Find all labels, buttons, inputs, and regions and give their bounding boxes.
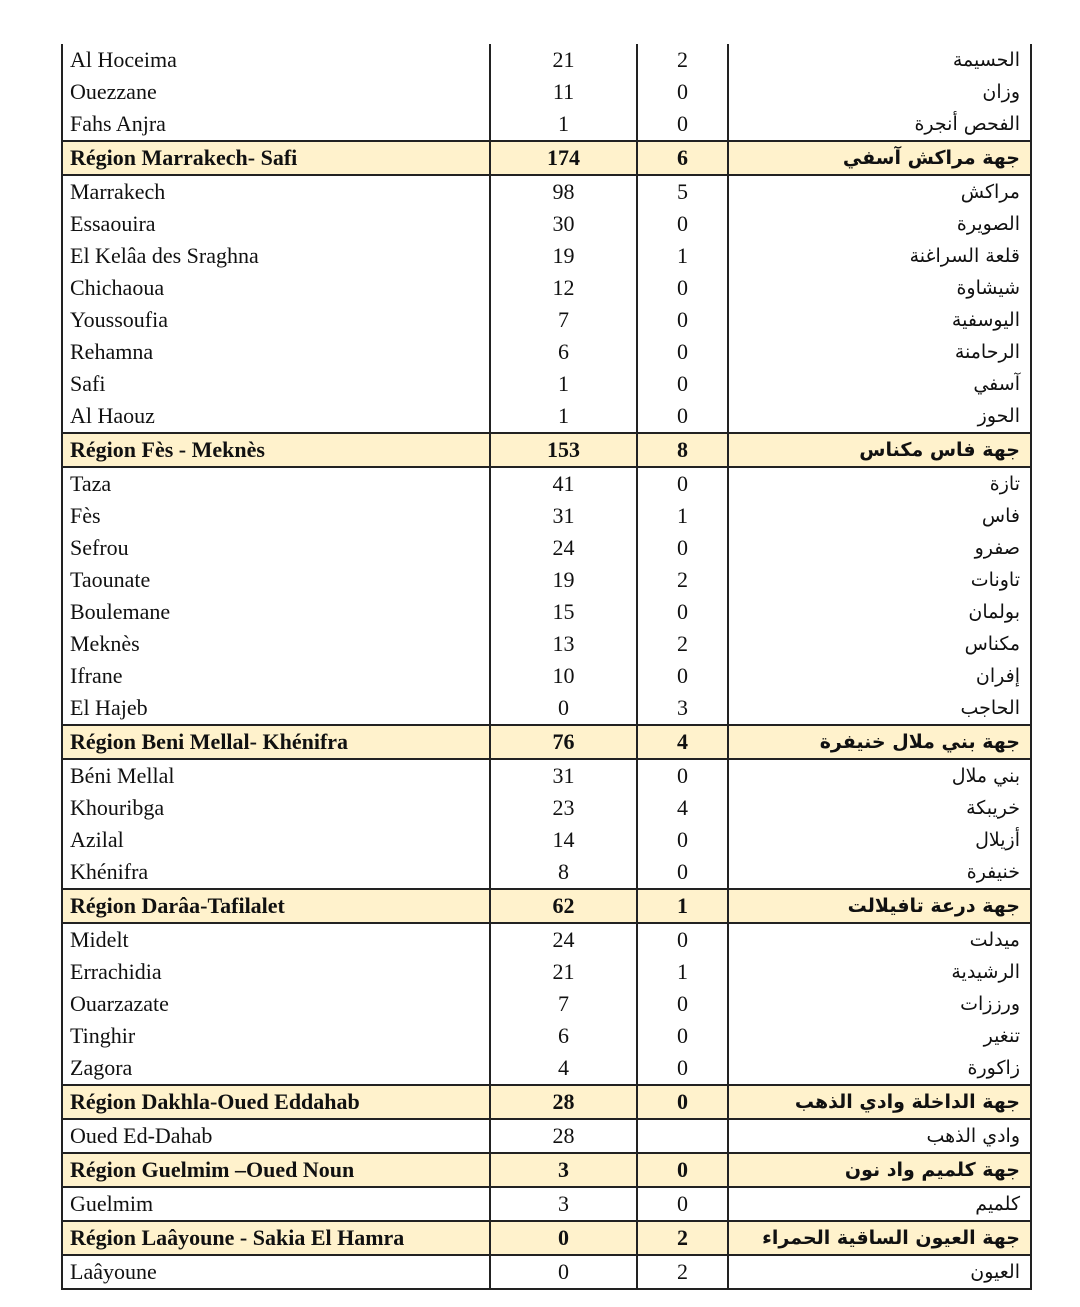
name-ar-cell: صفرو bbox=[728, 532, 1031, 564]
name-ar-cell: الرحامنة bbox=[728, 336, 1031, 368]
cases-cell: 6 bbox=[490, 1020, 637, 1052]
name-ar-cell: جهة كلميم واد نون bbox=[728, 1153, 1031, 1187]
region-row bbox=[62, 433, 1031, 467]
province-row bbox=[62, 304, 1031, 336]
region-row bbox=[62, 1221, 1031, 1255]
name-fr-cell: Guelmim bbox=[62, 1187, 490, 1221]
name-fr-cell: Rehamna bbox=[62, 336, 490, 368]
name-ar-cell: كلميم bbox=[728, 1187, 1031, 1221]
name-ar-cell: تاونات bbox=[728, 564, 1031, 596]
name-fr-cell: Marrakech bbox=[62, 175, 490, 208]
deaths-cell: 0 bbox=[637, 272, 728, 304]
province-row bbox=[62, 856, 1031, 889]
cases-cell: 62 bbox=[490, 889, 637, 923]
name-ar-cell: إفران bbox=[728, 660, 1031, 692]
province-row bbox=[62, 956, 1031, 988]
name-ar-cell: تازة bbox=[728, 467, 1031, 500]
province-row bbox=[62, 660, 1031, 692]
cases-cell: 19 bbox=[490, 564, 637, 596]
cases-cell: 28 bbox=[490, 1085, 637, 1119]
name-fr-cell: Laâyoune bbox=[62, 1255, 490, 1289]
name-fr-cell: Midelt bbox=[62, 923, 490, 956]
cases-cell: 3 bbox=[490, 1187, 637, 1221]
name-fr-cell: Ifrane bbox=[62, 660, 490, 692]
cases-cell: 153 bbox=[490, 433, 637, 467]
name-fr-cell: Zagora bbox=[62, 1052, 490, 1085]
name-ar-cell: تنغير bbox=[728, 1020, 1031, 1052]
province-row bbox=[62, 400, 1031, 433]
deaths-cell: 0 bbox=[637, 759, 728, 792]
name-ar-cell: الحوز bbox=[728, 400, 1031, 433]
name-ar-cell: ورززات bbox=[728, 988, 1031, 1020]
name-ar-cell: جهة فاس مكناس bbox=[728, 433, 1031, 467]
name-fr-cell: Boulemane bbox=[62, 596, 490, 628]
cases-cell: 14 bbox=[490, 824, 637, 856]
province-row bbox=[62, 692, 1031, 725]
name-ar-cell: اليوسفية bbox=[728, 304, 1031, 336]
deaths-cell: 0 bbox=[637, 1085, 728, 1119]
cases-cell: 1 bbox=[490, 108, 637, 141]
region-row bbox=[62, 889, 1031, 923]
deaths-cell: 1 bbox=[637, 500, 728, 532]
cases-cell: 12 bbox=[490, 272, 637, 304]
deaths-cell: 3 bbox=[637, 692, 728, 725]
province-row bbox=[62, 596, 1031, 628]
deaths-cell: 0 bbox=[637, 1187, 728, 1221]
deaths-cell: 5 bbox=[637, 175, 728, 208]
deaths-cell: 2 bbox=[637, 1255, 728, 1289]
province-row bbox=[62, 1187, 1031, 1221]
name-fr-cell: El Kelâa des Sraghna bbox=[62, 240, 490, 272]
cases-cell: 31 bbox=[490, 759, 637, 792]
deaths-cell: 0 bbox=[637, 336, 728, 368]
name-ar-cell: قلعة السراغنة bbox=[728, 240, 1031, 272]
name-fr-cell: Sefrou bbox=[62, 532, 490, 564]
deaths-cell: 6 bbox=[637, 141, 728, 175]
deaths-cell: 0 bbox=[637, 856, 728, 889]
province-row bbox=[62, 208, 1031, 240]
name-ar-cell: العيون bbox=[728, 1255, 1031, 1289]
deaths-cell: 0 bbox=[637, 532, 728, 564]
table-body bbox=[62, 44, 1031, 1289]
name-fr-cell: Chichaoua bbox=[62, 272, 490, 304]
name-ar-cell: بني ملال bbox=[728, 759, 1031, 792]
cases-cell: 13 bbox=[490, 628, 637, 660]
deaths-cell: 4 bbox=[637, 792, 728, 824]
name-ar-cell: أزيلال bbox=[728, 824, 1031, 856]
deaths-cell: 0 bbox=[637, 467, 728, 500]
name-fr-cell: Tinghir bbox=[62, 1020, 490, 1052]
cases-cell: 24 bbox=[490, 532, 637, 564]
deaths-cell: 0 bbox=[637, 76, 728, 108]
province-row bbox=[62, 336, 1031, 368]
data-sheet bbox=[61, 44, 1030, 1290]
province-row bbox=[62, 532, 1031, 564]
province-row bbox=[62, 988, 1031, 1020]
province-row bbox=[62, 76, 1031, 108]
cases-cell: 28 bbox=[490, 1119, 637, 1153]
region-table bbox=[61, 44, 1032, 1290]
deaths-cell: 1 bbox=[637, 956, 728, 988]
name-ar-cell: آسفي bbox=[728, 368, 1031, 400]
name-ar-cell: وادي الذهب bbox=[728, 1119, 1031, 1153]
region-row bbox=[62, 1153, 1031, 1187]
deaths-cell: 2 bbox=[637, 628, 728, 660]
cases-cell: 6 bbox=[490, 336, 637, 368]
cases-cell: 24 bbox=[490, 923, 637, 956]
cases-cell: 15 bbox=[490, 596, 637, 628]
name-ar-cell: الرشيدية bbox=[728, 956, 1031, 988]
name-ar-cell: الحسيمة bbox=[728, 44, 1031, 76]
name-fr-cell: Région Guelmim –Oued Noun bbox=[62, 1153, 490, 1187]
cases-cell: 31 bbox=[490, 500, 637, 532]
cases-cell: 41 bbox=[490, 467, 637, 500]
name-fr-cell: Ouarzazate bbox=[62, 988, 490, 1020]
province-row bbox=[62, 792, 1031, 824]
province-row bbox=[62, 564, 1031, 596]
cases-cell: 0 bbox=[490, 692, 637, 725]
province-row bbox=[62, 1052, 1031, 1085]
deaths-cell: 2 bbox=[637, 1221, 728, 1255]
cases-cell: 7 bbox=[490, 304, 637, 336]
name-ar-cell: جهة بني ملال خنيفرة bbox=[728, 725, 1031, 759]
name-fr-cell: Al Haouz bbox=[62, 400, 490, 433]
deaths-cell: 0 bbox=[637, 368, 728, 400]
cases-cell: 98 bbox=[490, 175, 637, 208]
deaths-cell: 0 bbox=[637, 596, 728, 628]
name-fr-cell: Région Fès - Meknès bbox=[62, 433, 490, 467]
deaths-cell: 2 bbox=[637, 564, 728, 596]
cases-cell: 1 bbox=[490, 368, 637, 400]
deaths-cell: 0 bbox=[637, 988, 728, 1020]
name-ar-cell: خريبكة bbox=[728, 792, 1031, 824]
deaths-cell: 1 bbox=[637, 240, 728, 272]
name-fr-cell: Azilal bbox=[62, 824, 490, 856]
province-row bbox=[62, 175, 1031, 208]
deaths-cell: 0 bbox=[637, 400, 728, 433]
cases-cell: 7 bbox=[490, 988, 637, 1020]
cases-cell: 11 bbox=[490, 76, 637, 108]
cases-cell: 0 bbox=[490, 1255, 637, 1289]
name-fr-cell: El Hajeb bbox=[62, 692, 490, 725]
name-fr-cell: Al Hoceima bbox=[62, 44, 490, 76]
name-fr-cell: Région Dakhla-Oued Eddahab bbox=[62, 1085, 490, 1119]
name-fr-cell: Région Beni Mellal- Khénifra bbox=[62, 725, 490, 759]
name-ar-cell: الحاجب bbox=[728, 692, 1031, 725]
province-row bbox=[62, 44, 1031, 76]
name-ar-cell: بولمان bbox=[728, 596, 1031, 628]
name-fr-cell: Fahs Anjra bbox=[62, 108, 490, 141]
region-row bbox=[62, 141, 1031, 175]
name-ar-cell: ميدلت bbox=[728, 923, 1031, 956]
name-fr-cell: Youssoufia bbox=[62, 304, 490, 336]
deaths-cell bbox=[637, 1119, 728, 1153]
name-fr-cell: Ouezzane bbox=[62, 76, 490, 108]
name-ar-cell: جهة العيون الساقية الحمراء bbox=[728, 1221, 1031, 1255]
cases-cell: 174 bbox=[490, 141, 637, 175]
name-ar-cell: شيشاوة bbox=[728, 272, 1031, 304]
cases-cell: 1 bbox=[490, 400, 637, 433]
name-fr-cell: Khénifra bbox=[62, 856, 490, 889]
deaths-cell: 0 bbox=[637, 824, 728, 856]
name-ar-cell: وزان bbox=[728, 76, 1031, 108]
cases-cell: 8 bbox=[490, 856, 637, 889]
province-row bbox=[62, 759, 1031, 792]
province-row bbox=[62, 1255, 1031, 1289]
name-fr-cell: Région Darâa-Tafilalet bbox=[62, 889, 490, 923]
name-fr-cell: Khouribga bbox=[62, 792, 490, 824]
deaths-cell: 0 bbox=[637, 108, 728, 141]
name-ar-cell: الصويرة bbox=[728, 208, 1031, 240]
name-ar-cell: جهة الداخلة وادي الذهب bbox=[728, 1085, 1031, 1119]
name-fr-cell: Fès bbox=[62, 500, 490, 532]
name-ar-cell: مراكش bbox=[728, 175, 1031, 208]
deaths-cell: 8 bbox=[637, 433, 728, 467]
province-row bbox=[62, 500, 1031, 532]
province-row bbox=[62, 628, 1031, 660]
province-row bbox=[62, 108, 1031, 141]
name-fr-cell: Meknès bbox=[62, 628, 490, 660]
region-row bbox=[62, 1085, 1031, 1119]
name-ar-cell: خنيفرة bbox=[728, 856, 1031, 889]
deaths-cell: 0 bbox=[637, 208, 728, 240]
cases-cell: 21 bbox=[490, 44, 637, 76]
deaths-cell: 4 bbox=[637, 725, 728, 759]
deaths-cell: 0 bbox=[637, 1153, 728, 1187]
province-row bbox=[62, 272, 1031, 304]
deaths-cell: 2 bbox=[637, 44, 728, 76]
name-ar-cell: جهة درعة تافيلالت bbox=[728, 889, 1031, 923]
province-row bbox=[62, 368, 1031, 400]
cases-cell: 23 bbox=[490, 792, 637, 824]
name-ar-cell: مكناس bbox=[728, 628, 1031, 660]
deaths-cell: 0 bbox=[637, 1052, 728, 1085]
cases-cell: 21 bbox=[490, 956, 637, 988]
deaths-cell: 0 bbox=[637, 923, 728, 956]
province-row bbox=[62, 240, 1031, 272]
name-fr-cell: Région Marrakech- Safi bbox=[62, 141, 490, 175]
cases-cell: 0 bbox=[490, 1221, 637, 1255]
cases-cell: 3 bbox=[490, 1153, 637, 1187]
cases-cell: 19 bbox=[490, 240, 637, 272]
cases-cell: 30 bbox=[490, 208, 637, 240]
cases-cell: 76 bbox=[490, 725, 637, 759]
province-row bbox=[62, 1119, 1031, 1153]
name-fr-cell: Béni Mellal bbox=[62, 759, 490, 792]
name-fr-cell: Taounate bbox=[62, 564, 490, 596]
name-ar-cell: جهة مراكش آسفي bbox=[728, 141, 1031, 175]
deaths-cell: 0 bbox=[637, 304, 728, 336]
province-row bbox=[62, 923, 1031, 956]
name-fr-cell: Région Laâyoune - Sakia El Hamra bbox=[62, 1221, 490, 1255]
region-row bbox=[62, 725, 1031, 759]
name-ar-cell: فاس bbox=[728, 500, 1031, 532]
cases-cell: 4 bbox=[490, 1052, 637, 1085]
name-fr-cell: Errachidia bbox=[62, 956, 490, 988]
name-fr-cell: Essaouira bbox=[62, 208, 490, 240]
name-fr-cell: Safi bbox=[62, 368, 490, 400]
cases-cell: 10 bbox=[490, 660, 637, 692]
deaths-cell: 1 bbox=[637, 889, 728, 923]
province-row bbox=[62, 467, 1031, 500]
name-fr-cell: Oued Ed-Dahab bbox=[62, 1119, 490, 1153]
province-row bbox=[62, 1020, 1031, 1052]
deaths-cell: 0 bbox=[637, 1020, 728, 1052]
name-ar-cell: الفحص أنجرة bbox=[728, 108, 1031, 141]
deaths-cell: 0 bbox=[637, 660, 728, 692]
province-row bbox=[62, 824, 1031, 856]
name-ar-cell: زاكورة bbox=[728, 1052, 1031, 1085]
name-fr-cell: Taza bbox=[62, 467, 490, 500]
